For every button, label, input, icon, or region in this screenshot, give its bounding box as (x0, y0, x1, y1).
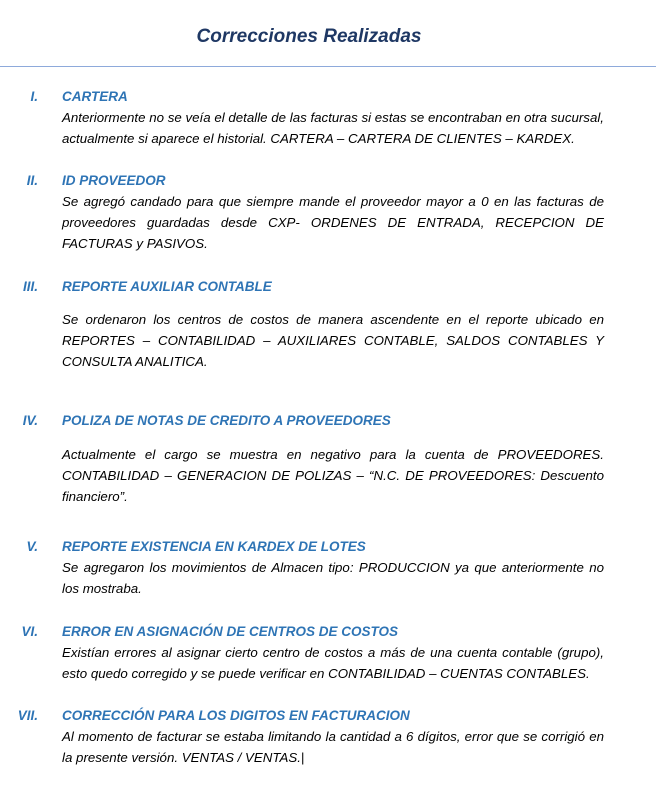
text-cursor: | (300, 750, 305, 765)
section-7-body-container (62, 726, 604, 768)
title-divider (0, 66, 656, 67)
section-1-numeral: I. (30, 89, 38, 104)
section-2-numeral: II. (26, 173, 38, 188)
section-6-numeral: VI. (21, 624, 38, 639)
section-2-heading: ID PROVEEDOR (62, 173, 166, 188)
section-6-body: Existían errores al asignar cierto centro de costos a más de una cuenta contable (grupo), esto quedo corregido y se puede verificar en CONTABILIDAD – CUENTAS CONTABLES. (62, 645, 604, 681)
page-title: Correcciones Realizadas (196, 26, 422, 47)
section-5-heading: REPORTE EXISTENCIA EN KARDEX DE LOTES (62, 539, 366, 554)
section-3-numeral: III. (22, 279, 38, 294)
section-2-body: Se agregó candado para que siempre mande el proveedor mayor a 0 en las facturas de proveedores guardadas desde CXP- ORDENES DE ENTRADA, RECEPCION DE FACTURAS y PASIVOS. (62, 194, 604, 251)
section-5-body: Se agregaron los movimientos de Almacen tipo: PRODUCCION ya que anteriormente no los mostraba. (62, 560, 604, 596)
section-7-numeral: VII. (17, 708, 38, 723)
section-6-heading: ERROR EN ASIGNACIÓN DE CENTROS DE COSTOS (62, 624, 399, 639)
section-7-body: Al momento de facturar se estaba limitando la cantidad a 6 dígitos, error que se corrigió en la presente versión. VENTAS / VENTAS. (62, 729, 604, 765)
section-1-heading: CARTERA (62, 89, 128, 104)
section-1-body: Anteriormente no se veía el detalle de las facturas si estas se encontraban en otra sucursal, actualmente si aparece el historial. CARTERA – CARTERA DE CLIENTES – KARDEX. (62, 110, 604, 146)
section-5-numeral: V. (26, 539, 38, 554)
section-3-body: Se ordenaron los centros de costos de manera ascendente en el reporte ubicado en REPORTES – CONTABILIDAD – AUXILIARES CONTABLE, SALDOS CONTABLES Y CONSULTA ANALITICA. (62, 312, 604, 369)
section-3-heading: REPORTE AUXILIAR CONTABLE (62, 279, 272, 294)
section-7-heading: CORRECCIÓN PARA LOS DIGITOS EN FACTURACION (62, 708, 410, 723)
section-4-heading: POLIZA DE NOTAS DE CREDITO A PROVEEDORES (62, 413, 391, 428)
section-4-body: Actualmente el cargo se muestra en negativo para la cuenta de PROVEEDORES. CONTABILIDAD – GENERACION DE POLIZAS – “N.C. DE PROVEEDORES: Descuento financiero”. (62, 447, 604, 504)
section-4-numeral: IV. (22, 413, 38, 428)
